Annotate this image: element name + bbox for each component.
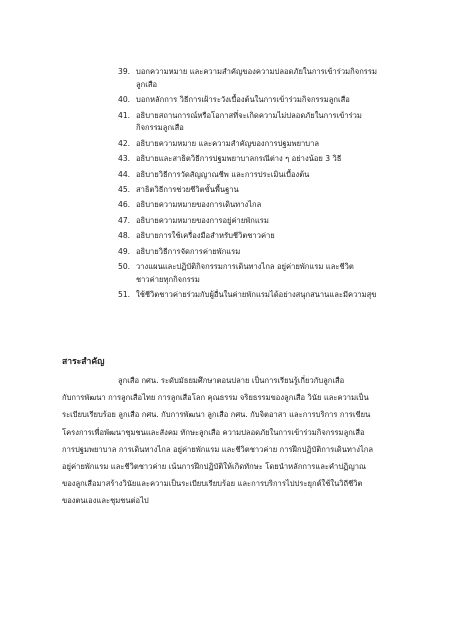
item-text: อธิบายและสาธิตวิธีการปฐมพยาบาลกรณีต่าง ๆ อย่างน้อย 3 วิธี xyxy=(136,154,342,164)
item-text: วางแผนและปฏิบัติกิจกรรมการเดินทางไกล อยู่ค่ายพักแรม และชีวิต xyxy=(136,261,354,271)
item-text: สาธิตวิธีการช่วยชีวิตขั้นพื้นฐาน xyxy=(136,184,239,194)
section-heading: สาระสำคัญ xyxy=(62,357,105,367)
item-text: อธิบายการใช้เครื่องมือสำหรับชีวิตชาวค่าย xyxy=(136,231,275,241)
list-item xyxy=(118,289,418,302)
item-number: 48. xyxy=(118,231,131,241)
item-text: ใช้ชีวิตชาวค่ายร่วมกับผู้อื่นในค่ายพักแรมได้อย่างสนุกสนานและมีความสุข xyxy=(136,290,377,300)
item-text: อธิบายความหมายของการเดินทางไกล xyxy=(136,200,262,210)
list-item xyxy=(118,215,418,228)
paragraph-line: ระเบียบเรียบร้อย ลูกเสือ กศน. กับการพัฒนา ลูกเสือ กศน. กับจิตอาสา และการบริการ การเขียน xyxy=(62,410,371,420)
item-text-continued: ชาวค่ายทุกกิจกรรม xyxy=(136,274,200,284)
item-number: 51. xyxy=(118,290,131,300)
item-text-continued: ลูกเสือ xyxy=(136,79,158,89)
list-item xyxy=(118,138,418,151)
list-item xyxy=(118,94,418,107)
paragraph-line: ของตนเองและชุมชนต่อไป xyxy=(62,496,149,506)
item-number: 46. xyxy=(118,200,131,210)
item-text: อธิบายวิธีการจัดการค่ายพักแรม xyxy=(136,246,241,256)
list-item xyxy=(118,66,418,92)
item-text: อธิบายสถานการณ์หรือโอกาสที่จะเกิดความไม่ปลอดภัยในการเข้าร่วม xyxy=(136,110,362,120)
item-number: 41. xyxy=(118,110,131,120)
list-item xyxy=(118,199,418,212)
paragraph-line: โครงการเพื่อพัฒนาชุมชนและสังคม ทักษะลูกเสือ ความปลอดภัยในการเข้าร่วมกิจกรรมลูกเสือ xyxy=(62,427,365,437)
list-item xyxy=(118,230,418,243)
objectives-list xyxy=(118,66,418,304)
item-number: 47. xyxy=(118,215,131,225)
item-text: บอกหลักการ วิธีการเฝ้าระวังเบื้องต้นในการเข้าร่วมกิจกรรมลูกเสือ xyxy=(136,95,350,105)
list-item xyxy=(118,184,418,197)
item-text: บอกความหมาย และความสำคัญของความปลอดภัยในการเข้าร่วมกิจกรรม xyxy=(136,67,377,76)
paragraph-line: ของลูกเสือมาสร้างวินัยและความเป็นระเบียบเรียบร้อย และการบริการไปประยุกต์ใช้ในวิถีชีวิต xyxy=(62,479,363,489)
list-item xyxy=(118,110,418,136)
item-number: 40. xyxy=(118,95,131,105)
item-text-continued: กิจกรรมลูกเสือ xyxy=(136,123,184,133)
item-number: 45. xyxy=(118,184,131,194)
item-text: อธิบายความหมายของการอยู่ค่ายพักแรม xyxy=(136,215,269,225)
list-item xyxy=(118,246,418,259)
item-text: อธิบายความหมาย และความสำคัญของการปฐมพยาบาล xyxy=(136,138,320,148)
paragraph-line: อยู่ค่ายพักแรม และชีวิตชาวค่าย เน้นการฝึกปฏิบัติให้เกิดทักษะ โดยนำหลักการและคำปฏิญาณ xyxy=(62,462,367,472)
item-number: 49. xyxy=(118,246,131,256)
paragraph-line: กับการพัฒนา การลูกเสือไทย การลูกเสือโลก คุณธรรม จริยธรรมของลูกเสือ วินัย และความเป็น xyxy=(62,393,369,403)
summary-paragraph xyxy=(62,372,394,510)
item-text: อธิบายวิธีการวัดสัญญาณชีพ และการประเมินเบื้องต้น xyxy=(136,169,310,179)
item-number: 44. xyxy=(118,169,131,179)
item-number: 39. xyxy=(118,67,131,76)
list-item xyxy=(118,153,418,166)
item-number: 43. xyxy=(118,154,131,164)
item-number: 50. xyxy=(118,261,131,271)
paragraph-line: ลูกเสือ กศน. ระดับมัธยมศึกษาตอนปลาย เป็นการเรียนรู้เกี่ยวกับลูกเสือ xyxy=(118,376,345,385)
list-item xyxy=(118,169,418,182)
item-number: 42. xyxy=(118,138,131,148)
list-item xyxy=(118,261,418,287)
paragraph-line: การปฐมพยาบาล การเดินทางไกล อยู่ค่ายพักแรม และชีวิตชาวค่าย การฝึกปฏิบัติการเดินทางไกล xyxy=(62,444,373,454)
